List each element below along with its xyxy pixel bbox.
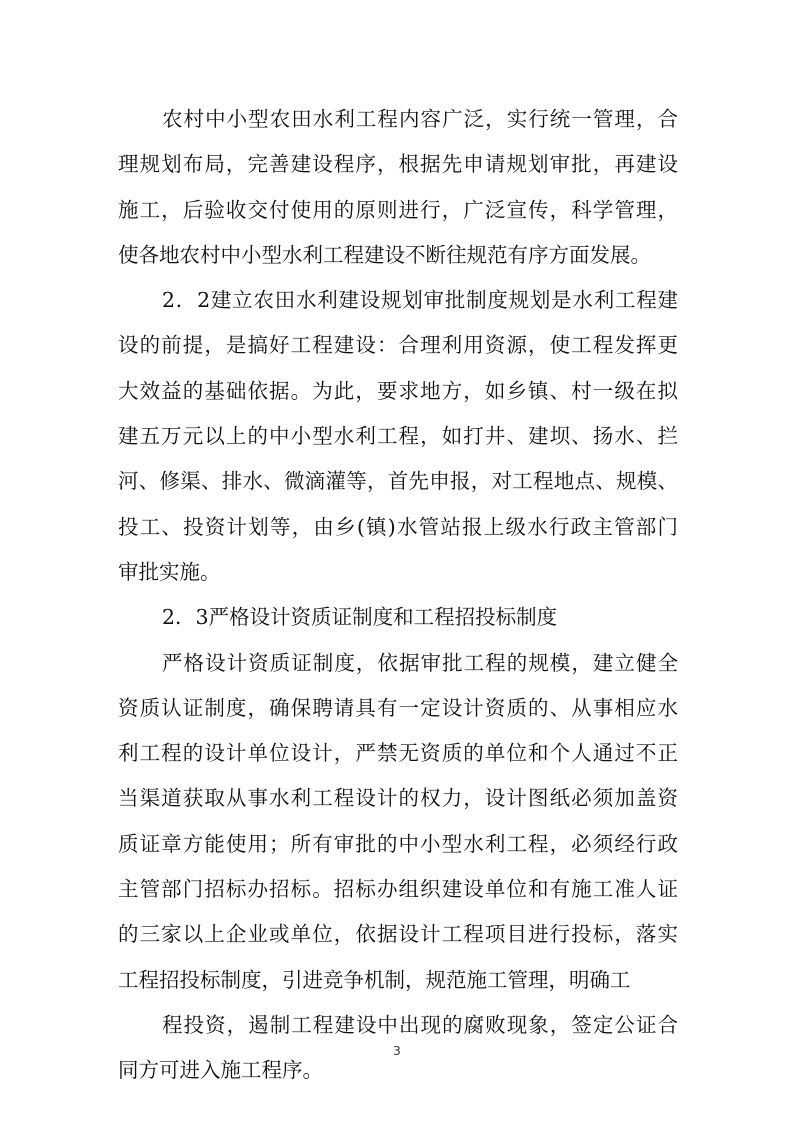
text-line: 主管部门招标办招标。招标办组织建设单位和有施工准人证: [118, 877, 678, 902]
text-line: 使各地农村中小型水利工程建设不断往规范有序方面发展。: [118, 242, 651, 267]
text-line: 建五万元以上的中小型水利工程，如打井、建坝、扬水、拦: [118, 424, 678, 449]
text-line: 施工，后验收交付使用的原则进行，广泛宣传，科学管理，: [118, 197, 678, 222]
text-line: 理规划布局，完善建设程序，根据先申请规划审批，再建设: [118, 152, 678, 177]
text-line: 程投资，遏制工程建设中出现的腐败现象，签定公证合: [162, 1012, 678, 1037]
text-line: 工程招投标制度，引进竞争机制，规范施工管理，明确工: [118, 967, 631, 992]
text-line: 同方可进入施工程序。: [118, 1058, 323, 1083]
text-line: 设的前提，是搞好工程建设：合理利用资源，使工程发挥更: [118, 333, 678, 358]
text-line: 当渠道获取从事水利工程设计的权力，设计图纸必须加盖资: [118, 786, 678, 811]
text-line: 2．2建立农田水利建设规划审批制度规划是水利工程建: [162, 288, 678, 313]
text-line: 大效益的基础依据。为此，要求地方，如乡镇、村一级在拟: [118, 378, 678, 403]
text-line: 资质认证制度，确保聘请具有一定设计资质的、从事相应水: [118, 695, 678, 720]
text-line: 审批实施。: [118, 559, 221, 584]
page-number: 3: [393, 1044, 401, 1058]
body-text: [118, 97, 678, 1094]
text-line: 的三家以上企业或单位，依据设计工程项目进行投标，落实: [118, 922, 678, 947]
text-line: 农村中小型农田水利工程内容广泛，实行统一管理，合: [162, 107, 678, 131]
text-line: 质证章方能使用；所有审批的中小型水利工程，必须经行政: [118, 831, 678, 856]
text-line: 投工、投资计划等，由乡(镇)水管站报上级水行政主管部门: [118, 514, 678, 539]
text-line: 河、修渠、排水、微滴灌等，首先申报，对工程地点、规模、: [118, 469, 678, 494]
text-line: 严格设计资质证制度，依据审批工程的规模，建立健全: [162, 650, 678, 675]
text-line: 2．3严格设计资质证制度和工程招投标制度: [162, 605, 558, 630]
text-line: 利工程的设计单位设计，严禁无资质的单位和个人通过不正: [118, 741, 678, 766]
